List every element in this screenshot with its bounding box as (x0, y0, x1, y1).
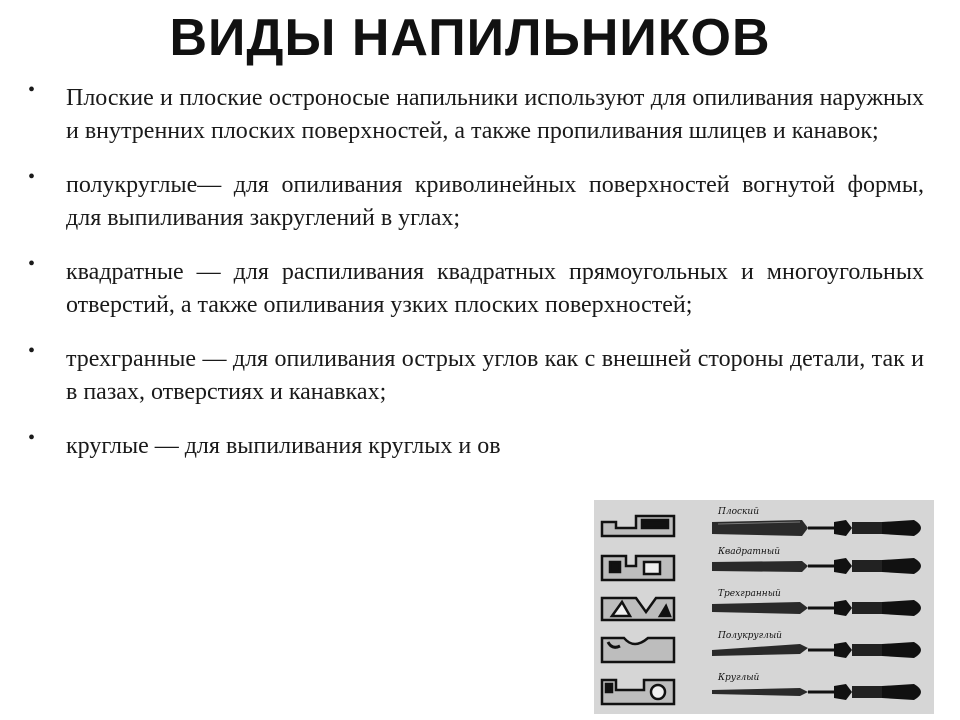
label-triangular: Трехгранный (718, 589, 781, 599)
workpiece-square-icon (602, 556, 674, 580)
slide-title: ВИДЫ НАПИЛЬНИКОВ (169, 9, 771, 67)
bullet-item-square (0, 253, 960, 322)
label-square: Квадратный (718, 547, 780, 557)
bullet-text: круглые — для выпиливания круглых и ов (66, 433, 501, 459)
bullet-list (0, 79, 960, 484)
workpiece-triangular-icon (602, 598, 674, 620)
label-flat: Плоский (718, 507, 760, 517)
bullet-item-half-round (0, 166, 960, 235)
bullet-item-triangular (0, 340, 960, 409)
bullet-text: квадратные — для распиливания квадратных прямоугольных и многоугольных отверстий, а также опиливания узких плоских поверхностей; (66, 259, 924, 318)
bullet-text: Плоские и плоские остроносые напильники используют для опиливания наружных и внутренних плоских поверхностей, а также пропиливания шлицев и канавок; (66, 85, 924, 144)
bullet-icon: • (28, 253, 36, 275)
label-half-round: Полукруглый (718, 631, 782, 641)
file-types-illustration (594, 500, 934, 714)
bullet-icon: • (28, 430, 36, 449)
bullet-icon: • (28, 79, 36, 101)
bullet-item-flat (0, 79, 960, 148)
label-round: Круглый (718, 673, 760, 683)
bullet-text: трехгранные — для опиливания острых углов как с внешней стороны детали, так и в пазах, отверстиях и канавках; (66, 346, 924, 405)
bullet-icon: • (28, 166, 36, 188)
bullet-text: полукруглые— для опиливания криволинейных поверхностей вогнутой формы, для выпиливания закруглений в углах; (66, 172, 924, 231)
bullet-item-round (0, 430, 960, 463)
bullet-icon: • (28, 340, 36, 362)
